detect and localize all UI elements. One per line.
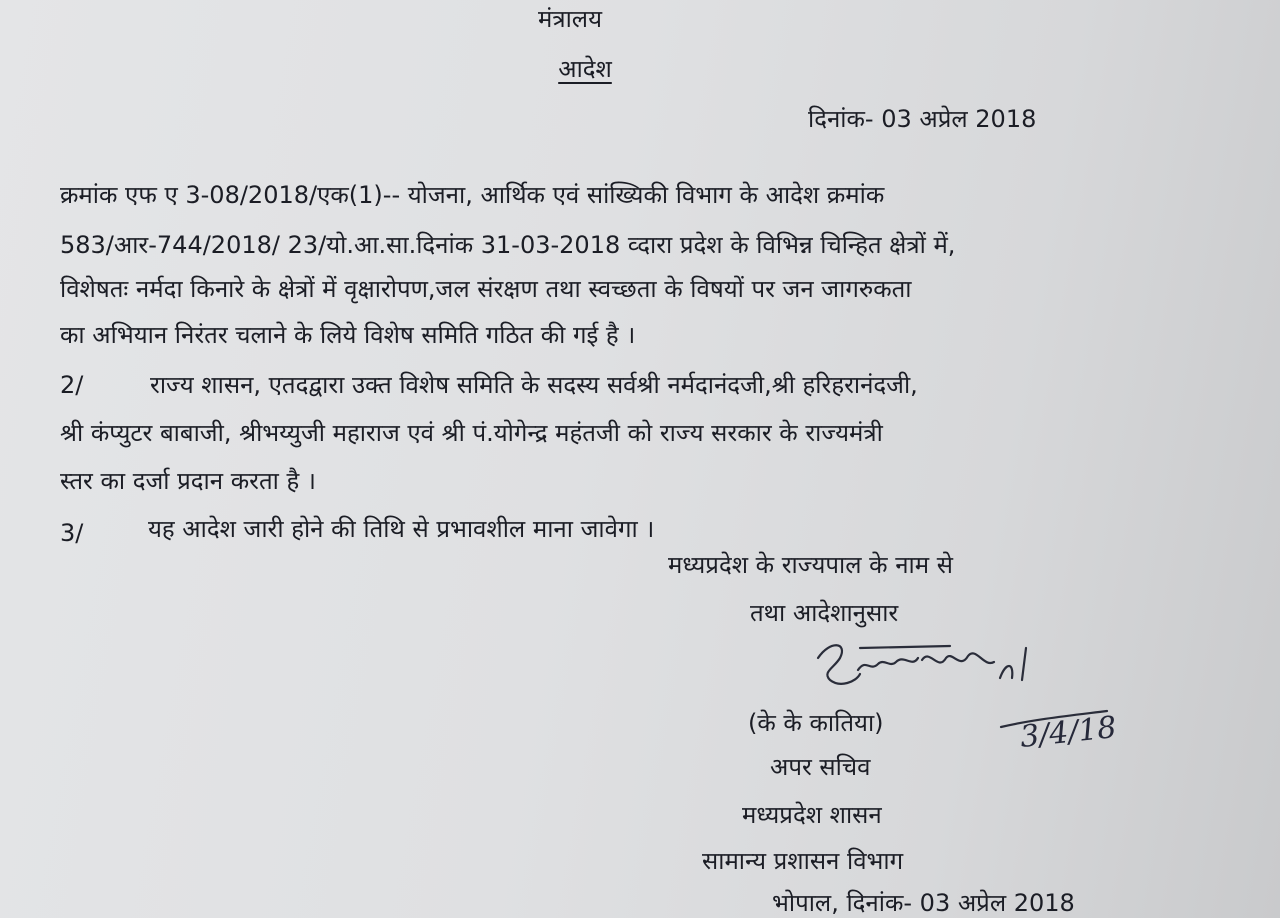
government-name: मध्यप्रदेश शासन: [742, 801, 882, 829]
signatory-name: (के के कातिया): [748, 709, 884, 737]
signatory-designation: अपर सचिव: [770, 753, 871, 781]
department-name: सामान्य प्रशासन विभाग: [702, 847, 904, 875]
handwritten-signature: [800, 628, 1060, 708]
para1-line-4: का अभियान निरंतर चलाने के लिये विशेष समिति गठित की गई है ।: [60, 321, 636, 349]
para2-line-2: श्री कंप्युटर बाबाजी, श्रीभय्युजी महाराज एवं श्री पं.योगेन्द्र महंतजी को राज्य सरकार के राज्यमंत्री: [60, 419, 883, 447]
authority-line: मध्यप्रदेश के राज्यपाल के नाम से: [668, 551, 953, 579]
para1-line-3: विशेषतः नर्मदा किनारे के क्षेत्रों में वृक्षारोपण,जल संरक्षण तथा स्वच्छता के विषयों पर जन जागरुकता: [60, 275, 912, 303]
para1-line-2: 583/आर-744/2018/ 23/यो.आ.सा.दिनांक 31-03-2018 व्दारा प्रदेश के विभिन्न चिन्हित क्षेत्रों में,: [60, 231, 956, 259]
para2-line-3: स्तर का दर्जा प्रदान करता है ।: [60, 467, 316, 495]
para3-number: 3/: [60, 519, 84, 547]
para2-number: 2/: [60, 371, 84, 399]
authority-line-2: तथा आदेशानुसार: [750, 599, 899, 627]
order-date: दिनांक- 03 अप्रेल 2018: [808, 105, 1037, 133]
para2-line-1: राज्य शासन, एतदद्वारा उक्त विशेष समिति के सदस्य सर्वश्री नर्मदानंदजी,श्री हरिहरानंदजी,: [150, 371, 918, 399]
order-title: आदेश: [558, 55, 612, 83]
ministry-heading: मंत्रालय: [537, 5, 602, 33]
place-date-line: भोपाल, दिनांक- 03 अप्रेल 2018: [772, 889, 1075, 917]
para3-text: यह आदेश जारी होने की तिथि से प्रभावशील माना जावेगा ।: [148, 515, 655, 543]
handwritten-initials-date: 3/4/18: [1018, 710, 1119, 755]
para1-line-1: क्रमांक एफ ए 3-08/2018/एक(1)-- योजना, आर्थिक एवं सांख्यिकी विभाग के आदेश क्रमांक: [60, 181, 885, 209]
